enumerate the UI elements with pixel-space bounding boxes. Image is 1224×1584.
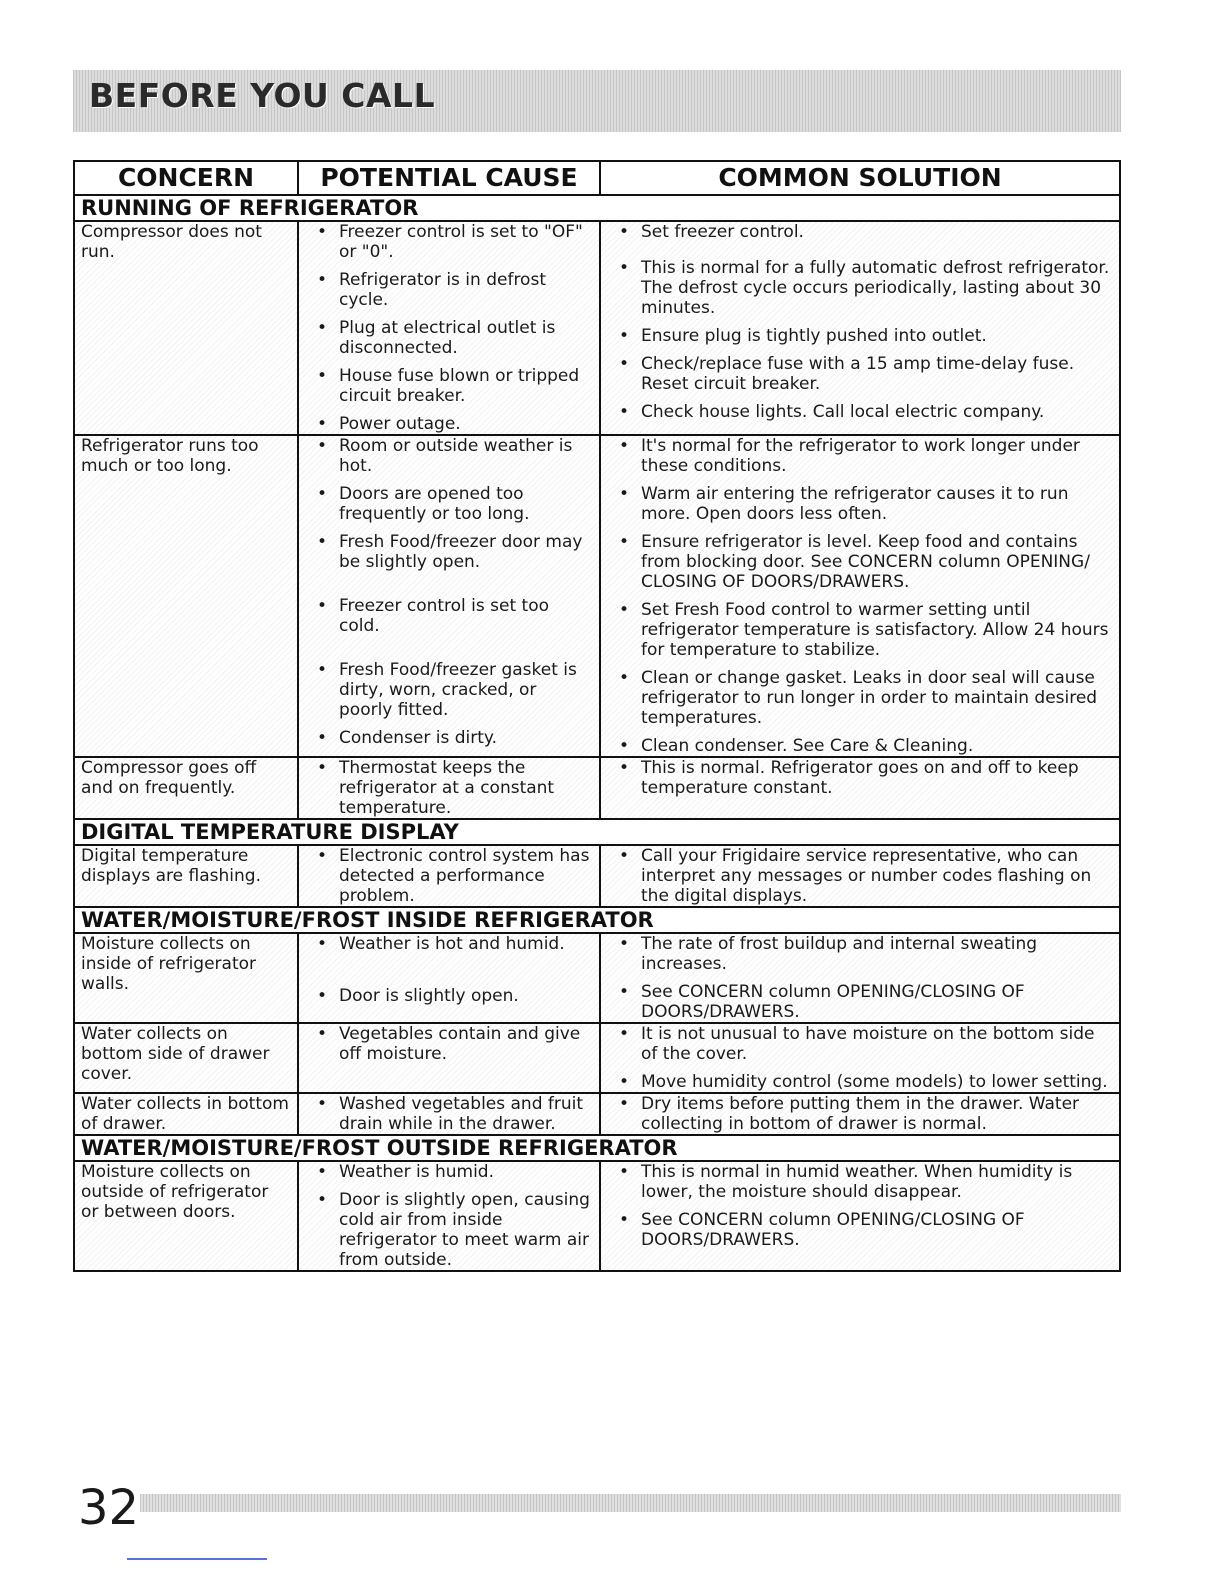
- table-row: [74, 221, 1120, 435]
- solution-cell: [600, 1023, 1120, 1093]
- cause-item: • Washed vegetables and fruit drain while in the drawer.: [305, 1094, 593, 1134]
- table-row: [74, 1161, 1120, 1271]
- page-number: 32: [78, 1480, 140, 1536]
- table-row: [74, 1093, 1120, 1135]
- table-row: [74, 845, 1120, 907]
- cause-item: • Refrigerator is in defrost cycle.: [305, 270, 593, 310]
- table-row: [74, 757, 1120, 819]
- solution-item: • This is normal for a fully automatic defrost refrigerator. The defrost cycle occurs periodically, lasting about 30 minutes.: [607, 258, 1113, 318]
- cause-cell: [298, 1023, 600, 1093]
- solution-item: • Clean condenser. See Care & Cleaning.: [607, 736, 1113, 756]
- cause-item: • Electronic control system has detected a performance problem.: [305, 846, 593, 906]
- concern-cell: Moisture collects on outside of refrigerator or between doors.: [74, 1161, 298, 1271]
- cause-item: • Plug at electrical outlet is disconnected.: [305, 318, 593, 358]
- cause-item: • Doors are opened too frequently or too long.: [305, 484, 593, 524]
- solution-list: [607, 222, 1113, 422]
- solution-item: • Ensure refrigerator is level. Keep food and contains from blocking door. See CONCERN column OPENING/ CLOSING OF DOORS/DRAWERS.: [607, 532, 1113, 592]
- solution-cell: [600, 435, 1120, 757]
- cause-item: • Door is slightly open.: [305, 986, 593, 1006]
- table-row: [74, 435, 1120, 757]
- solution-item: • Clean or change gasket. Leaks in door seal will cause refrigerator to run longer in order to maintain desired temperatures.: [607, 668, 1113, 728]
- section-row: [74, 195, 1120, 221]
- solution-item: • Warm air entering the refrigerator causes it to run more. Open doors less often.: [607, 484, 1113, 524]
- table-row: [74, 933, 1120, 1023]
- cause-list: [305, 1024, 593, 1064]
- cause-item: • Freezer control is set too cold.: [305, 596, 593, 636]
- concern-cell: Digital temperature displays are flashing.: [74, 845, 298, 907]
- cause-cell: [298, 1161, 600, 1271]
- cause-cell: [298, 933, 600, 1023]
- cause-cell: [298, 757, 600, 819]
- solution-cell: [600, 1093, 1120, 1135]
- solution-item: • It is not unusual to have moisture on the bottom side of the cover.: [607, 1024, 1113, 1064]
- column-header-solution: COMMON SOLUTION: [600, 161, 1120, 195]
- solution-list: [607, 1024, 1113, 1092]
- cause-list: [305, 846, 593, 906]
- solution-item: • The rate of frost buildup and internal sweating increases.: [607, 934, 1113, 974]
- cause-item: • Freezer control is set to "OF" or "0".: [305, 222, 593, 262]
- table-row: [74, 1023, 1120, 1093]
- section-title: DIGITAL TEMPERATURE DISPLAY: [74, 819, 1120, 845]
- solution-list: [607, 846, 1113, 906]
- solution-item: • Move humidity control (some models) to lower setting.: [607, 1072, 1113, 1092]
- solution-item: • Check/replace fuse with a 15 amp time-delay fuse. Reset circuit breaker.: [607, 354, 1113, 394]
- concern-cell: Water collects on bottom side of drawer cover.: [74, 1023, 298, 1093]
- table-body: [74, 195, 1120, 1271]
- concern-cell: Water collects in bottom of drawer.: [74, 1093, 298, 1135]
- solution-cell: [600, 1161, 1120, 1271]
- cause-item: • Fresh Food/freezer gasket is dirty, worn, cracked, or poorly fitted.: [305, 660, 593, 720]
- page-title: BEFORE YOU CALL: [89, 76, 436, 115]
- cause-cell: [298, 1093, 600, 1135]
- cause-item: • Room or outside weather is hot.: [305, 436, 593, 476]
- solution-item: • Set freezer control.: [607, 222, 1113, 242]
- cause-cell: [298, 845, 600, 907]
- cause-list: [305, 436, 593, 748]
- solution-item: • This is normal in humid weather. When humidity is lower, the moisture should disappear.: [607, 1162, 1113, 1202]
- concern-cell: Compressor does not run.: [74, 221, 298, 435]
- footer-bar: [140, 1494, 1121, 1512]
- column-header-cause: POTENTIAL CAUSE: [298, 161, 600, 195]
- cause-item: • Power outage.: [305, 414, 593, 434]
- cause-list: [305, 1162, 593, 1270]
- solution-cell: [600, 221, 1120, 435]
- cause-cell: [298, 435, 600, 757]
- section-title: RUNNING OF REFRIGERATOR: [74, 195, 1120, 221]
- solution-item: • Call your Frigidaire service representative, who can interpret any messages or number codes flashing on the digital displays.: [607, 846, 1113, 906]
- cause-item: • Door is slightly open, causing cold air from inside refrigerator to meet warm air from outside.: [305, 1190, 593, 1270]
- table-header-row: [74, 161, 1120, 195]
- solution-list: [607, 934, 1113, 1022]
- section-title: WATER/MOISTURE/FROST INSIDE REFRIGERATOR: [74, 907, 1120, 933]
- cause-item: • Vegetables contain and give off moisture.: [305, 1024, 593, 1064]
- cause-list: [305, 934, 593, 1006]
- solution-item: • See CONCERN column OPENING/CLOSING OF DOORS/DRAWERS.: [607, 1210, 1113, 1250]
- column-header-concern: CONCERN: [74, 161, 298, 195]
- section-row: [74, 907, 1120, 933]
- solution-list: [607, 436, 1113, 756]
- section-title: WATER/MOISTURE/FROST OUTSIDE REFRIGERATOR: [74, 1135, 1120, 1161]
- solution-item: • See CONCERN column OPENING/CLOSING OF DOORS/DRAWERS.: [607, 982, 1113, 1022]
- troubleshooting-table: [73, 160, 1121, 1272]
- solution-item: • Ensure plug is tightly pushed into outlet.: [607, 326, 1113, 346]
- solution-cell: [600, 757, 1120, 819]
- solution-item: • Set Fresh Food control to warmer setting until refrigerator temperature is satisfactory. Allow 24 hours for temperature to stabilize.: [607, 600, 1113, 660]
- cause-list: [305, 222, 593, 434]
- solution-item: • It's normal for the refrigerator to work longer under these conditions.: [607, 436, 1113, 476]
- cause-item: • House fuse blown or tripped circuit breaker.: [305, 366, 593, 406]
- solution-list: [607, 758, 1113, 798]
- solution-item: • This is normal. Refrigerator goes on and off to keep temperature constant.: [607, 758, 1113, 798]
- solution-item: • Check house lights. Call local electric company.: [607, 402, 1113, 422]
- concern-cell: Refrigerator runs too much or too long.: [74, 435, 298, 757]
- solution-item: • Dry items before putting them in the drawer. Water collecting in bottom of drawer is normal.: [607, 1094, 1113, 1134]
- cause-cell: [298, 221, 600, 435]
- cause-item: • Weather is humid.: [305, 1162, 593, 1182]
- concern-cell: Compressor goes off and on frequently.: [74, 757, 298, 819]
- solution-list: [607, 1162, 1113, 1250]
- cause-item: • Condenser is dirty.: [305, 728, 593, 748]
- cause-item: • Fresh Food/freezer door may be slightly open.: [305, 532, 593, 572]
- footer-line: [127, 1558, 267, 1560]
- solution-cell: [600, 933, 1120, 1023]
- solution-list: [607, 1094, 1113, 1134]
- section-row: [74, 1135, 1120, 1161]
- header-banner: [73, 70, 1121, 132]
- cause-list: [305, 1094, 593, 1134]
- solution-cell: [600, 845, 1120, 907]
- concern-cell: Moisture collects on inside of refrigerator walls.: [74, 933, 298, 1023]
- section-row: [74, 819, 1120, 845]
- cause-item: • Thermostat keeps the refrigerator at a constant temperature.: [305, 758, 593, 818]
- cause-item: • Weather is hot and humid.: [305, 934, 593, 954]
- cause-list: [305, 758, 593, 818]
